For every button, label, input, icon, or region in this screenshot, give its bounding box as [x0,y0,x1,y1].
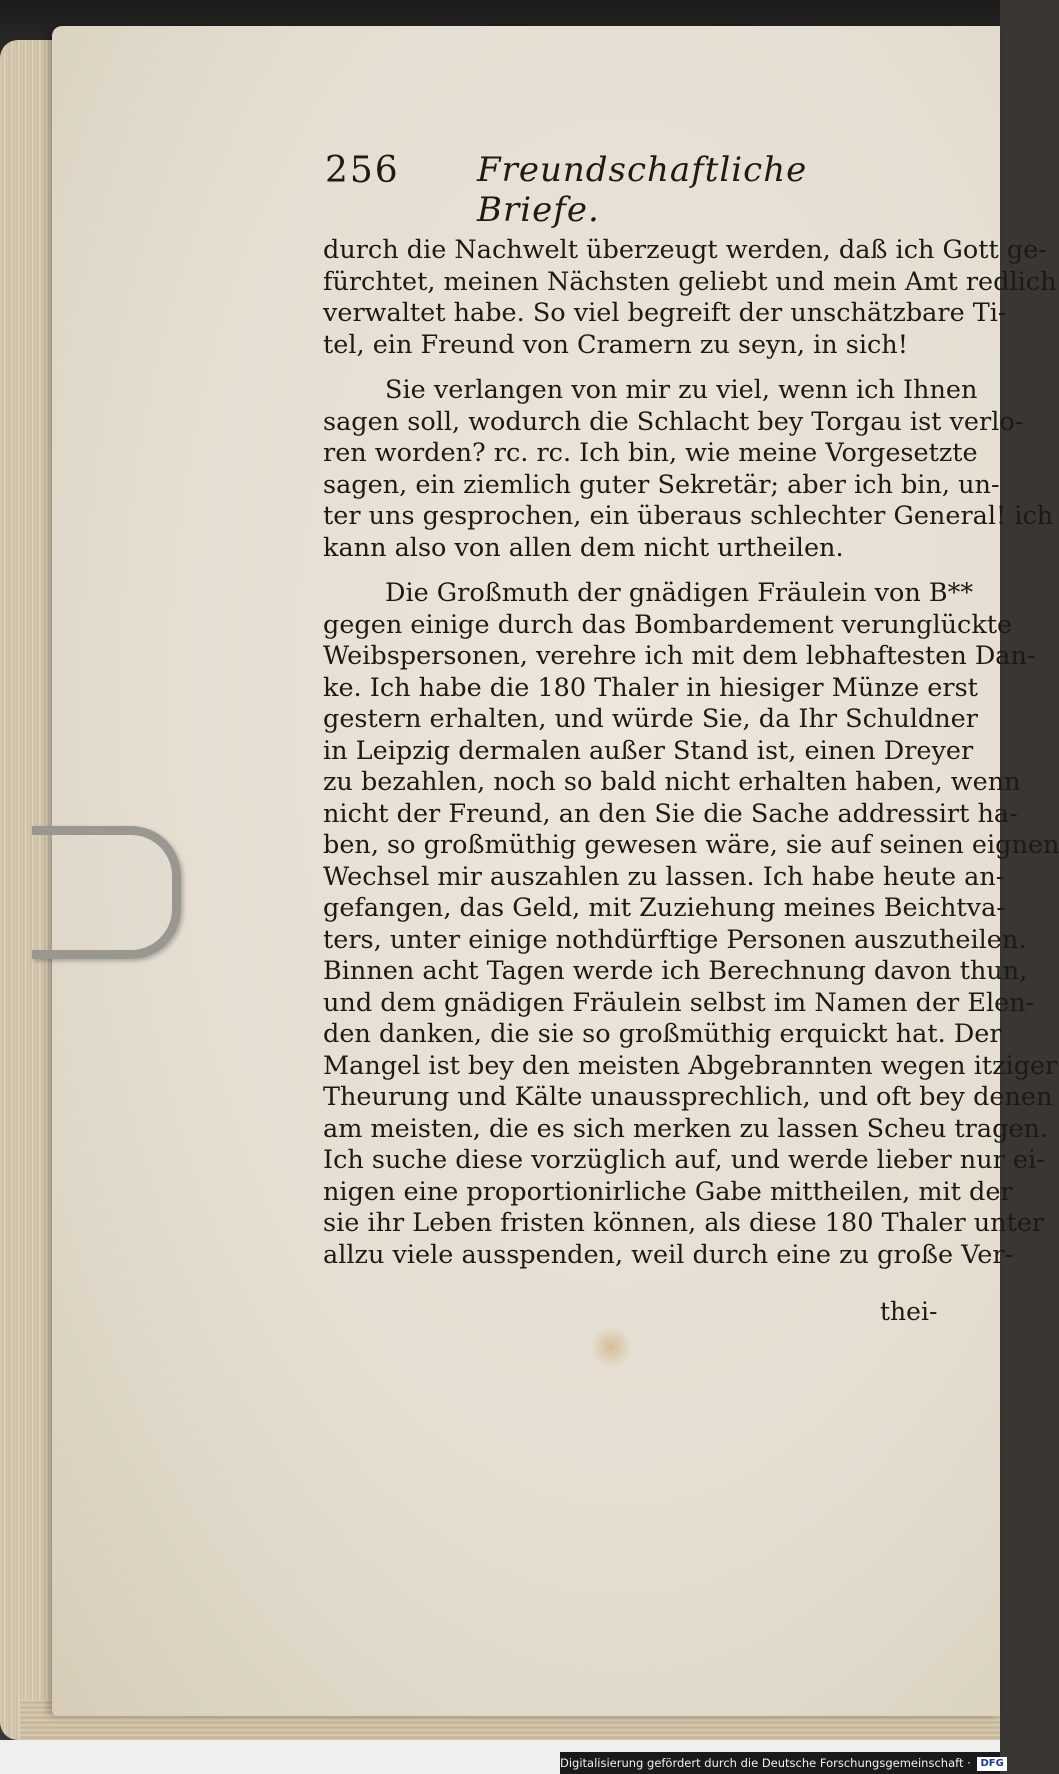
text-line: ter uns gesprochen, ein überaus schlechter General! ich [323,501,1054,531]
text-line: ren worden? rc. rc. Ich bin, wie meine Vorgesetzte [323,438,978,468]
text-line: ke. Ich habe die 180 Thaler in hiesiger Münze erst [323,672,978,703]
text-line: Mangel ist bey den meisten Abgebrannten wegen itziger [323,1050,1058,1081]
text-line: verwaltet habe. So viel begreift der unschätzbare Ti- [323,298,1007,328]
text-line: ters, unter einige nothdürftige Personen auszutheilen. [323,924,1027,955]
text-line: und dem gnädigen Fräulein selbst im Namen der Elen- [323,987,1035,1018]
dfg-logo-icon: DFG [977,1757,1006,1771]
catchword: thei- [880,1297,938,1326]
credit-text: Digitalisierung gefördert durch die Deutsche Forschungsgemeinschaft · [560,1756,971,1770]
text-line: den danken, die sie so großmüthig erquickt hat. Der [323,1019,1002,1049]
text-line: Theurung und Kälte unaussprechlich, und oft bey denen [323,1082,1053,1112]
text-line: nicht der Freund, an den Sie die Sache addressirt ha- [323,798,1018,829]
text-line: am meisten, die es sich merken zu lassen Scheu tragen. [323,1113,1049,1144]
text-line: kann also von allen dem nicht urtheilen. [323,532,844,563]
text-line: Wechsel mir auszahlen zu lassen. Ich habe heute an- [323,861,1005,892]
text-line: durch die Nachwelt überzeugt werden, daß ich Gott ge- [323,235,1047,265]
text-line: Sie verlangen von mir zu viel, wenn ich Ihnen [385,375,978,405]
paragraph [323,578,1059,1271]
body-text [323,235,1059,1285]
text-line: in Leipzig dermalen außer Stand ist, einen Dreyer [323,735,974,766]
text-line: Binnen acht Tagen werde ich Berechnung davon thun, [323,956,1028,986]
text-line: tel, ein Freund von Cramern zu seyn, in sich! [323,329,908,360]
text-line: zu bezahlen, noch so bald nicht erhalten haben, wenn [323,767,1021,797]
text-line: nigen eine proportionirliche Gabe mittheilen, mit der [323,1176,1013,1207]
text-line: gestern erhalten, und würde Sie, da Ihr Schuldner [323,704,978,734]
text-line: ben, so großmüthig gewesen wäre, sie auf seinen eignen [323,830,1059,860]
text-line: sagen, ein ziemlich guter Sekretär; aber ich bin, un- [323,469,1000,500]
running-head: Freundschaftliche Briefe. [477,150,808,230]
text-line: sagen soll, wodurch die Schlacht bey Torgau ist verlo- [323,406,1024,437]
text-line: sie ihr Leben fristen können, als diese 180 Thaler unter [323,1208,1045,1238]
paragraph [323,375,1054,564]
paper-stain [590,1325,632,1369]
page-header [325,150,925,230]
text-line: gegen einige durch das Bombardement verunglückte [323,609,1013,640]
page-number: 256 [325,150,400,191]
text-line: Die Großmuth der gnädigen Fräulein von B** [385,578,974,608]
text-line: gefangen, das Geld, mit Zuziehung meines Beichtva- [323,893,1005,923]
text-line: fürchtet, meinen Nächsten geliebt und mein Amt redlich [323,266,1057,297]
text-line: Weibspersonen, verehre ich mit dem lebhaftesten Dan- [323,641,1036,671]
digitization-credit [560,1752,1004,1774]
text-line: allzu viele ausspenden, weil durch eine zu große Ver- [323,1239,1014,1270]
paragraph [323,235,1057,361]
paper-clip-icon [32,826,181,959]
text-line: Ich suche diese vorzüglich auf, und werde lieber nur ei- [323,1145,1045,1175]
